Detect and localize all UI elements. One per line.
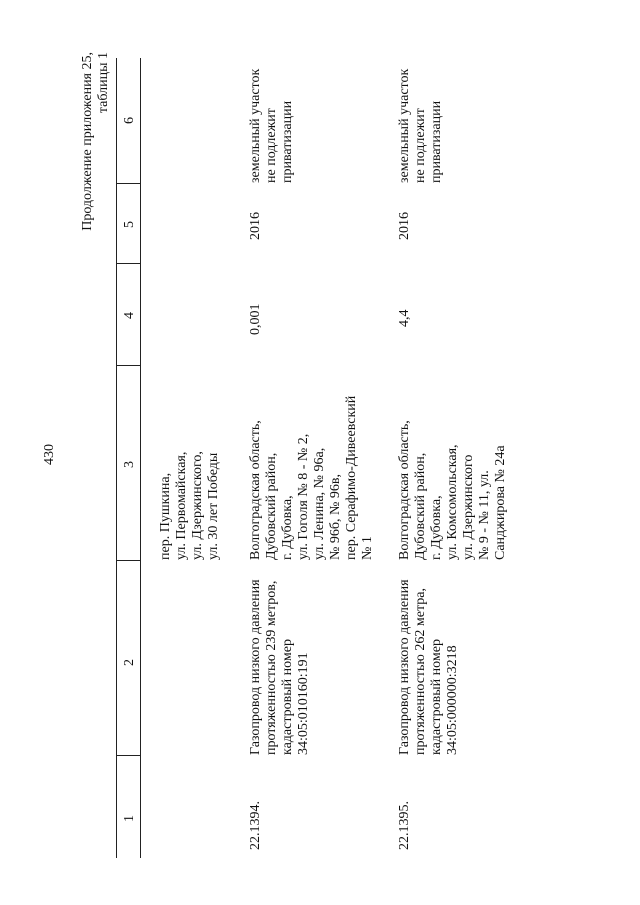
row-address (248, 396, 376, 560)
row-number: 22.1394. (248, 801, 263, 850)
note-line: приватизации (280, 100, 295, 183)
note-line: не подлежит (264, 108, 279, 183)
address-line: ул. Ленина, № 96а, (312, 447, 327, 560)
note-line: земельный участок (397, 68, 412, 183)
row-note (397, 69, 445, 183)
description-line: 34:05:000000:3218 (445, 645, 460, 755)
column-divider-4-5 (116, 263, 141, 264)
address-line: г. Дубовка, (280, 495, 295, 560)
address-line: ул. Комсомольская, (445, 444, 460, 560)
address-line: Санджирова № 24а (493, 445, 508, 560)
address-line: ул. Гоголя № 8 - № 2, (296, 433, 311, 560)
column-divider-5-6 (116, 183, 141, 184)
table-header-right-line (140, 58, 141, 858)
column-number-2: 2 (122, 659, 137, 666)
address-line: пер. Серафимо-Дивеевский (344, 395, 359, 560)
description-line: кадастровый номер (280, 639, 295, 755)
continuation-line-2: таблицы 1 (96, 52, 111, 114)
address-line: № 9 - № 11, ул. (477, 470, 492, 560)
continuation-header (80, 52, 112, 252)
column-divider-3-4 (116, 365, 141, 366)
column-divider-1-2 (116, 755, 141, 756)
row-description (248, 579, 312, 755)
top-address-line: ул. Первомайская, (174, 451, 189, 560)
continuation-line-1: Продолжение приложения 25, (80, 52, 95, 231)
description-line: 34:05:010160:191 (296, 652, 311, 755)
address-line: Волгоградская область, (248, 420, 263, 560)
address-line: г. Дубовка, (429, 495, 444, 560)
note-line: не подлежит (413, 108, 428, 183)
address-line: № 96б, № 96в, (328, 474, 343, 560)
description-line: Газопровод низкого давления (397, 579, 412, 755)
address-line: ул. Дзержинского (461, 454, 476, 560)
row-value: 4,4 (397, 309, 412, 327)
top-address-line: ул. 30 лет Победы (206, 452, 221, 560)
address-line: Волгоградская область, (397, 420, 412, 560)
row-address (397, 420, 509, 560)
table-header-left-line (116, 58, 117, 858)
description-line: кадастровый номер (429, 639, 444, 755)
description-line: протяженностью 262 метра, (413, 588, 428, 755)
note-line: приватизации (429, 100, 444, 183)
column-number-6: 6 (122, 117, 137, 124)
address-line: Дубовский район, (413, 452, 428, 560)
description-line: Газопровод низкого давления (248, 579, 263, 755)
row-note (248, 69, 296, 183)
note-line: земельный участок (248, 68, 263, 183)
column-number-5: 5 (122, 221, 137, 228)
column-number-3: 3 (122, 461, 137, 468)
top-address-line: пер. Пушкина, (158, 472, 173, 560)
row-year: 2016 (248, 212, 263, 240)
row-number: 22.1395. (397, 801, 412, 850)
row-description (397, 579, 461, 755)
column-divider-2-3 (116, 560, 141, 561)
column-number-1: 1 (122, 815, 137, 822)
row-value: 0,001 (248, 303, 263, 335)
top-address-line: ул. Дзержинского, (190, 451, 205, 560)
address-line: № 1 (360, 536, 375, 560)
top-row-address (158, 451, 222, 560)
row-year: 2016 (397, 212, 412, 240)
address-line: Дубовский район, (264, 452, 279, 560)
description-line: протяженностью 239 метров, (264, 580, 279, 755)
page-number: 430 (42, 444, 57, 465)
column-number-4: 4 (122, 312, 137, 319)
